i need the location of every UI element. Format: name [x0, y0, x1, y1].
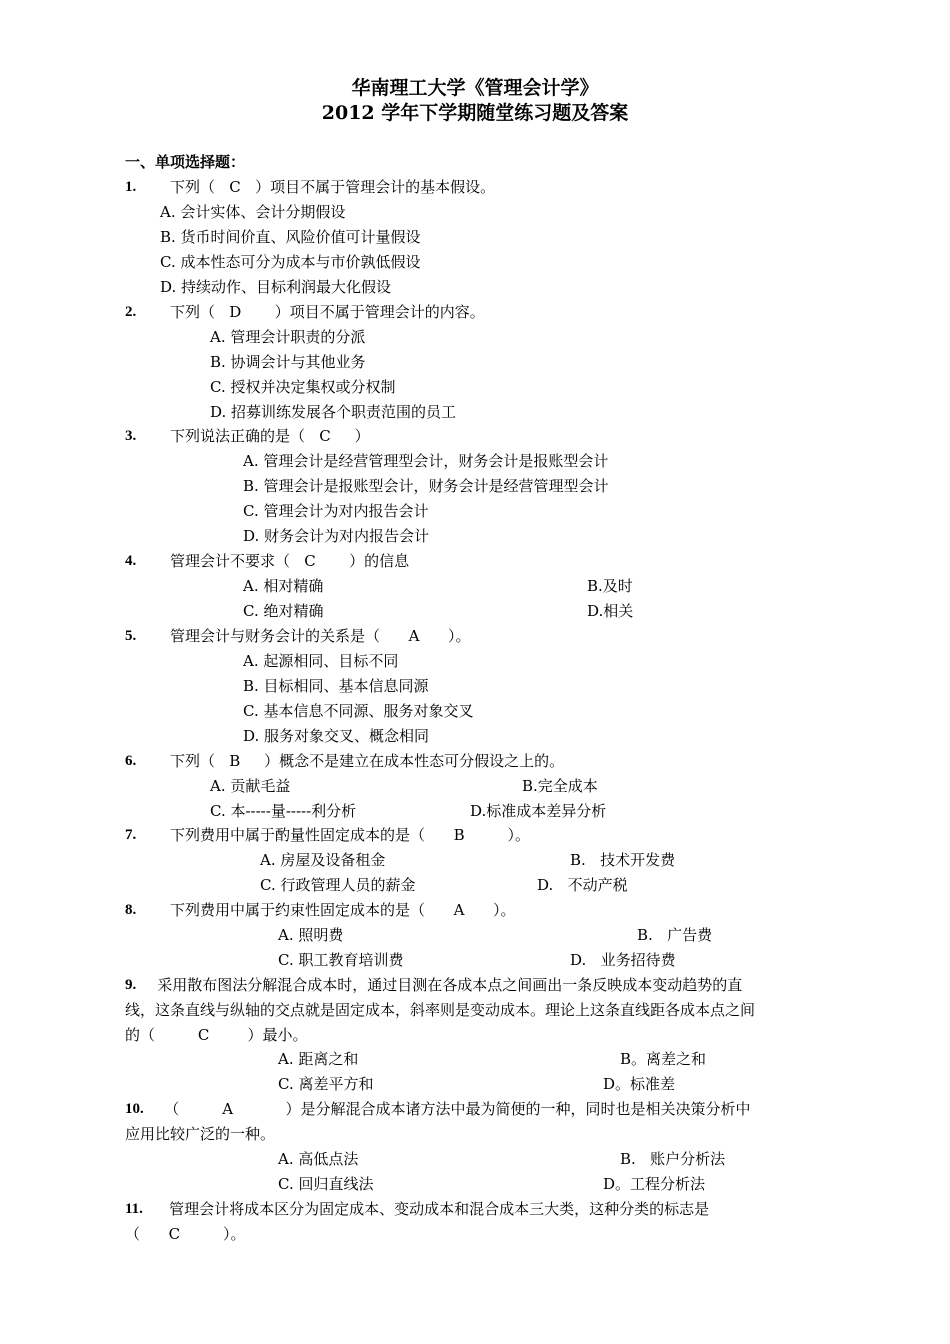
question-number: 3.	[125, 428, 137, 444]
question-stem: 的（ C ）最小。	[125, 1026, 308, 1044]
question-number: 4.	[125, 553, 137, 569]
question-stem: 管理会计将成本区分为固定成本、变动成本和混合成本三大类，这种分类的标志是	[150, 1200, 710, 1218]
option: C. 本-----量-----利分析	[210, 802, 357, 820]
option: A. 管理会计职责的分派	[210, 328, 366, 346]
option: C. 管理会计为对内报告会计	[243, 502, 429, 520]
option: D. 不动产税	[537, 876, 628, 894]
option: A. 会计实体、会计分期假设	[160, 203, 346, 221]
question-stem: 应用比较广泛的一种。	[125, 1125, 276, 1143]
question-stem: 下列（ C ）项目不属于管理会计的基本假设。	[170, 178, 496, 196]
question-stem: 采用散布图法分解混合成本时，通过目测在各成本点之间画出一条反映成本变动趋势的直	[143, 976, 743, 994]
question-number: 9.	[125, 977, 137, 993]
option: D。标准差	[603, 1075, 676, 1093]
option: B. 技术开发费	[570, 851, 676, 869]
option: A. 相对精确	[243, 577, 324, 595]
option: A. 高低点法	[278, 1150, 359, 1168]
option: A. 距离之和	[278, 1050, 359, 1068]
option: B.完全成本	[522, 777, 598, 795]
option: C. 职工教育培训费	[278, 951, 404, 969]
option: B. 广告费	[637, 926, 713, 944]
document-subtitle: 2012 学年下学期随堂练习题及答案	[321, 102, 629, 124]
option: A. 房屋及设备租金	[260, 851, 386, 869]
option: B. 协调会计与其他业务	[210, 353, 366, 371]
question-stem: 管理会计与财务会计的关系是（ A ）。	[170, 627, 471, 645]
question-stem: 下列说法正确的是（ C ）	[170, 427, 370, 445]
option: D.相关	[587, 602, 634, 620]
question-number: 6.	[125, 753, 137, 769]
question-number: 7.	[125, 827, 137, 843]
option: A. 管理会计是经营管理型会计，财务会计是报账型会计	[243, 452, 609, 470]
option: A. 照明费	[278, 926, 344, 944]
question-stem: （ C ）。	[125, 1225, 246, 1243]
option: C. 回归直线法	[278, 1175, 374, 1193]
option: B. 目标相同、基本信息同源	[243, 677, 429, 695]
question-stem: 下列（ D ）项目不属于管理会计的内容。	[170, 303, 485, 321]
question-number: 5.	[125, 628, 137, 644]
option: C. 成本性态可分为成本与市价孰低假设	[160, 253, 421, 271]
question-stem: 线，这条直线与纵轴的交点就是固定成本，斜率则是变动成本。理论上这条直线距各成本点之间	[125, 1001, 756, 1019]
option: B.及时	[587, 577, 633, 595]
option: C. 离差平方和	[278, 1075, 374, 1093]
option: B. 管理会计是报账型会计，财务会计是经营管理型会计	[243, 477, 609, 495]
question-stem: 下列费用中属于酌量性固定成本的是（ B ）。	[170, 826, 531, 844]
option: C. 绝对精确	[243, 602, 324, 620]
option: B。离差之和	[620, 1050, 707, 1068]
question-number: 2.	[125, 304, 137, 320]
question-stem: 下列（ B ）概念不是建立在成本性态可分假设之上的。	[170, 752, 565, 770]
document-title: 华南理工大学《管理会计学》	[351, 77, 599, 99]
option: D。工程分析法	[603, 1175, 706, 1193]
section-heading: 一、单项选择题：	[125, 153, 246, 171]
question-number: 8.	[125, 902, 137, 918]
option: D. 持续动作、目标利润最大化假设	[160, 278, 392, 296]
option: D. 财务会计为对内报告会计	[243, 527, 430, 545]
question-number: 10.	[125, 1101, 144, 1117]
option: D.标准成本差异分析	[470, 802, 607, 820]
question-stem: （ A ）是分解混合成本诸方法中最为简便的一种，同时也是相关决策分析中	[150, 1100, 751, 1118]
option: B. 货币时间价直、风险价值可计量假设	[160, 228, 421, 246]
option: D. 业务招待费	[570, 951, 676, 969]
option: D. 招募训练发展各个职责范围的员工	[210, 403, 457, 421]
question-stem: 管理会计不要求（ C ）的信息	[170, 552, 410, 570]
option: C. 授权并决定集权或分权制	[210, 378, 396, 396]
option: C. 基本信息不同源、服务对象交叉	[243, 702, 474, 720]
option: A. 贡献毛益	[210, 777, 291, 795]
option: D. 服务对象交叉、概念相同	[243, 727, 430, 745]
question-stem: 下列费用中属于约束性固定成本的是（ A ）。	[170, 901, 516, 919]
option: B. 账户分析法	[620, 1150, 726, 1168]
question-number: 11.	[125, 1201, 143, 1217]
question-number: 1.	[125, 179, 137, 195]
option: C. 行政管理人员的薪金	[260, 876, 416, 894]
option: A. 起源相同、目标不同	[243, 652, 399, 670]
